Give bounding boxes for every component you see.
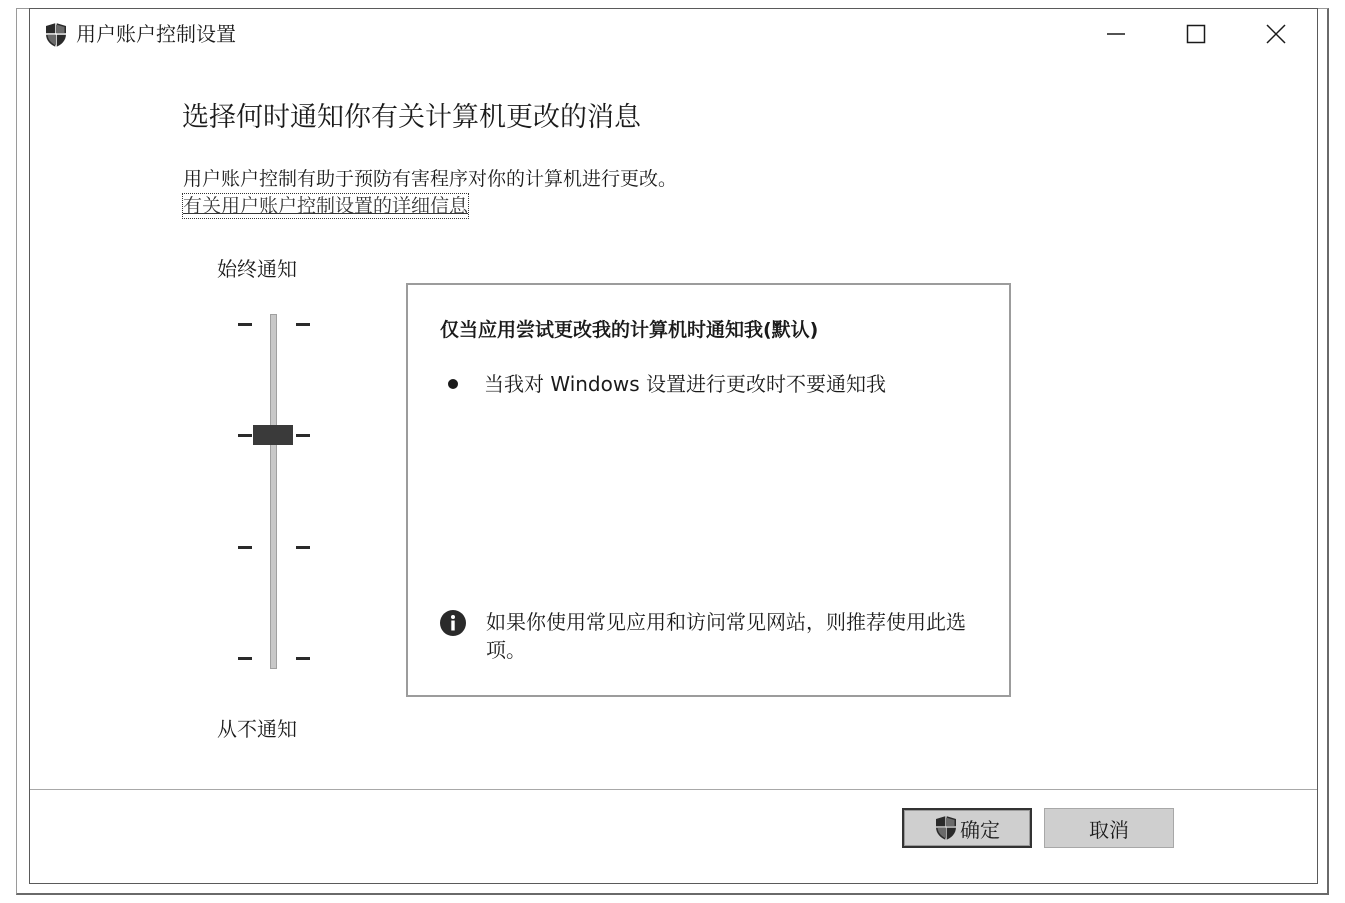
slider-tick-right (296, 323, 310, 326)
cancel-button-label: 取消 (1089, 817, 1129, 842)
title-bar[interactable] (30, 9, 1317, 59)
description-text: 用户账户控制有助于预防有害程序对你的计算机进行更改。 (183, 168, 678, 190)
uac-settings-window (29, 8, 1318, 884)
shield-icon (934, 815, 958, 841)
slider-track[interactable] (270, 314, 277, 669)
cancel-button[interactable] (1044, 808, 1174, 848)
slider-tick-left (238, 323, 252, 326)
slider-tick-left (238, 434, 252, 437)
level-description-panel (406, 283, 1011, 697)
ok-button-label: 确定 (960, 817, 1000, 842)
slider-top-label: 始终通知 (217, 257, 297, 281)
level-title: 仅当应用尝试更改我的计算机时通知我(默认) (440, 319, 819, 341)
ok-button[interactable] (902, 808, 1032, 848)
footer-divider (30, 789, 1317, 790)
minimize-icon (1106, 24, 1126, 44)
minimize-button[interactable] (1076, 9, 1156, 59)
slider-tick-right (296, 657, 310, 660)
recommendation-note: 如果你使用常见应用和访问常见网站，则推荐使用此选项。 (486, 610, 966, 662)
close-icon (1266, 24, 1286, 44)
bullet-icon (448, 379, 458, 389)
notification-level-slider[interactable] (230, 309, 320, 681)
close-button[interactable] (1236, 9, 1316, 59)
slider-tick-left (238, 546, 252, 549)
slider-bottom-label: 从不通知 (217, 717, 297, 741)
slider-tick-right (296, 434, 310, 437)
shield-icon (44, 22, 68, 48)
maximize-icon (1186, 24, 1206, 44)
slider-tick-left (238, 657, 252, 660)
window-title: 用户账户控制设置 (76, 22, 236, 46)
help-link[interactable]: 有关用户账户控制设置的详细信息 (183, 195, 469, 217)
info-icon (439, 609, 467, 637)
maximize-button[interactable] (1156, 9, 1236, 59)
level-bullet: 当我对 Windows 设置进行更改时不要通知我 (484, 372, 886, 396)
page-heading: 选择何时通知你有关计算机更改的消息 (182, 102, 641, 133)
slider-tick-right (296, 546, 310, 549)
slider-thumb[interactable] (253, 425, 293, 445)
